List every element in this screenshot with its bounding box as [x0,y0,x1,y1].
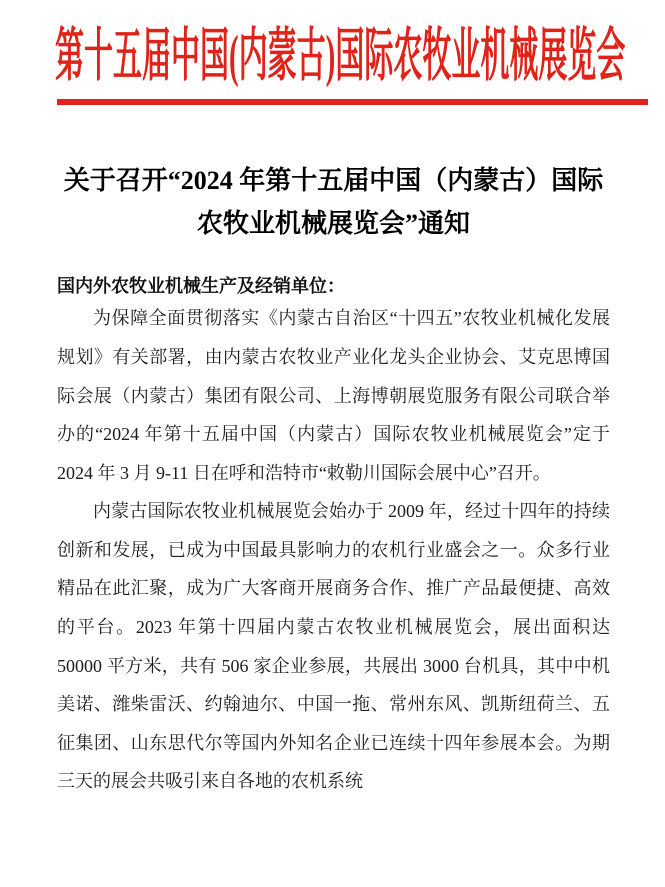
banner-divider-rule [57,99,648,105]
notice-title [57,159,610,245]
notice-document [57,159,610,801]
notice-title-line2: 农牧业机械展览会”通知 [196,209,470,239]
exhibition-banner [0,0,665,105]
notice-paragraph-2: 内蒙古国际农牧业机械展览会始办于 2009 年，经过十四年的持续创新和发展，已成为中国最具影响力的农机行业盛会之一。众多行业精品在此汇聚，成为广大客商开展商务合作、推广产品最便捷、高效的平台。2023 年第十四届内蒙古农牧业机械展览会，展出面积达 50000 平方米，共有 506 家企业参展，共展出 3000 台机具，其中中机美诺、潍柴雷沃、约翰迪尔、中国一拖、常州东风、凯斯纽荷兰、五征集团、山东思代尔等国内外知名企业已连续十四年参展本会。为期三天的展会共吸引来自各地的农机系统 [57,501,610,792]
salutation-line: 国内外农牧业机械生产及经销单位： [57,276,345,297]
notice-paragraph-1: 为保障全面贯彻落实《内蒙古自治区“十四五”农牧业机械化发展规划》有关部署，由内蒙古农牧业产业化龙头企业协会、艾克思博国际会展（内蒙古）集团有限公司、上海博朝展览服务有限公司联合举办的“2024 年第十五届中国（内蒙古）国际农牧业机械展览会”定于 2024 年 3 月 9-11 日在呼和浩特市“敕勒川国际会展中心”召开。 [57,308,610,483]
notice-title-line1: 关于召开“2024 年第十五届中国（内蒙古）国际 [63,166,604,196]
banner-title: 第十五届中国(内蒙古)国际农牧业机械展览会 [55,23,626,88]
